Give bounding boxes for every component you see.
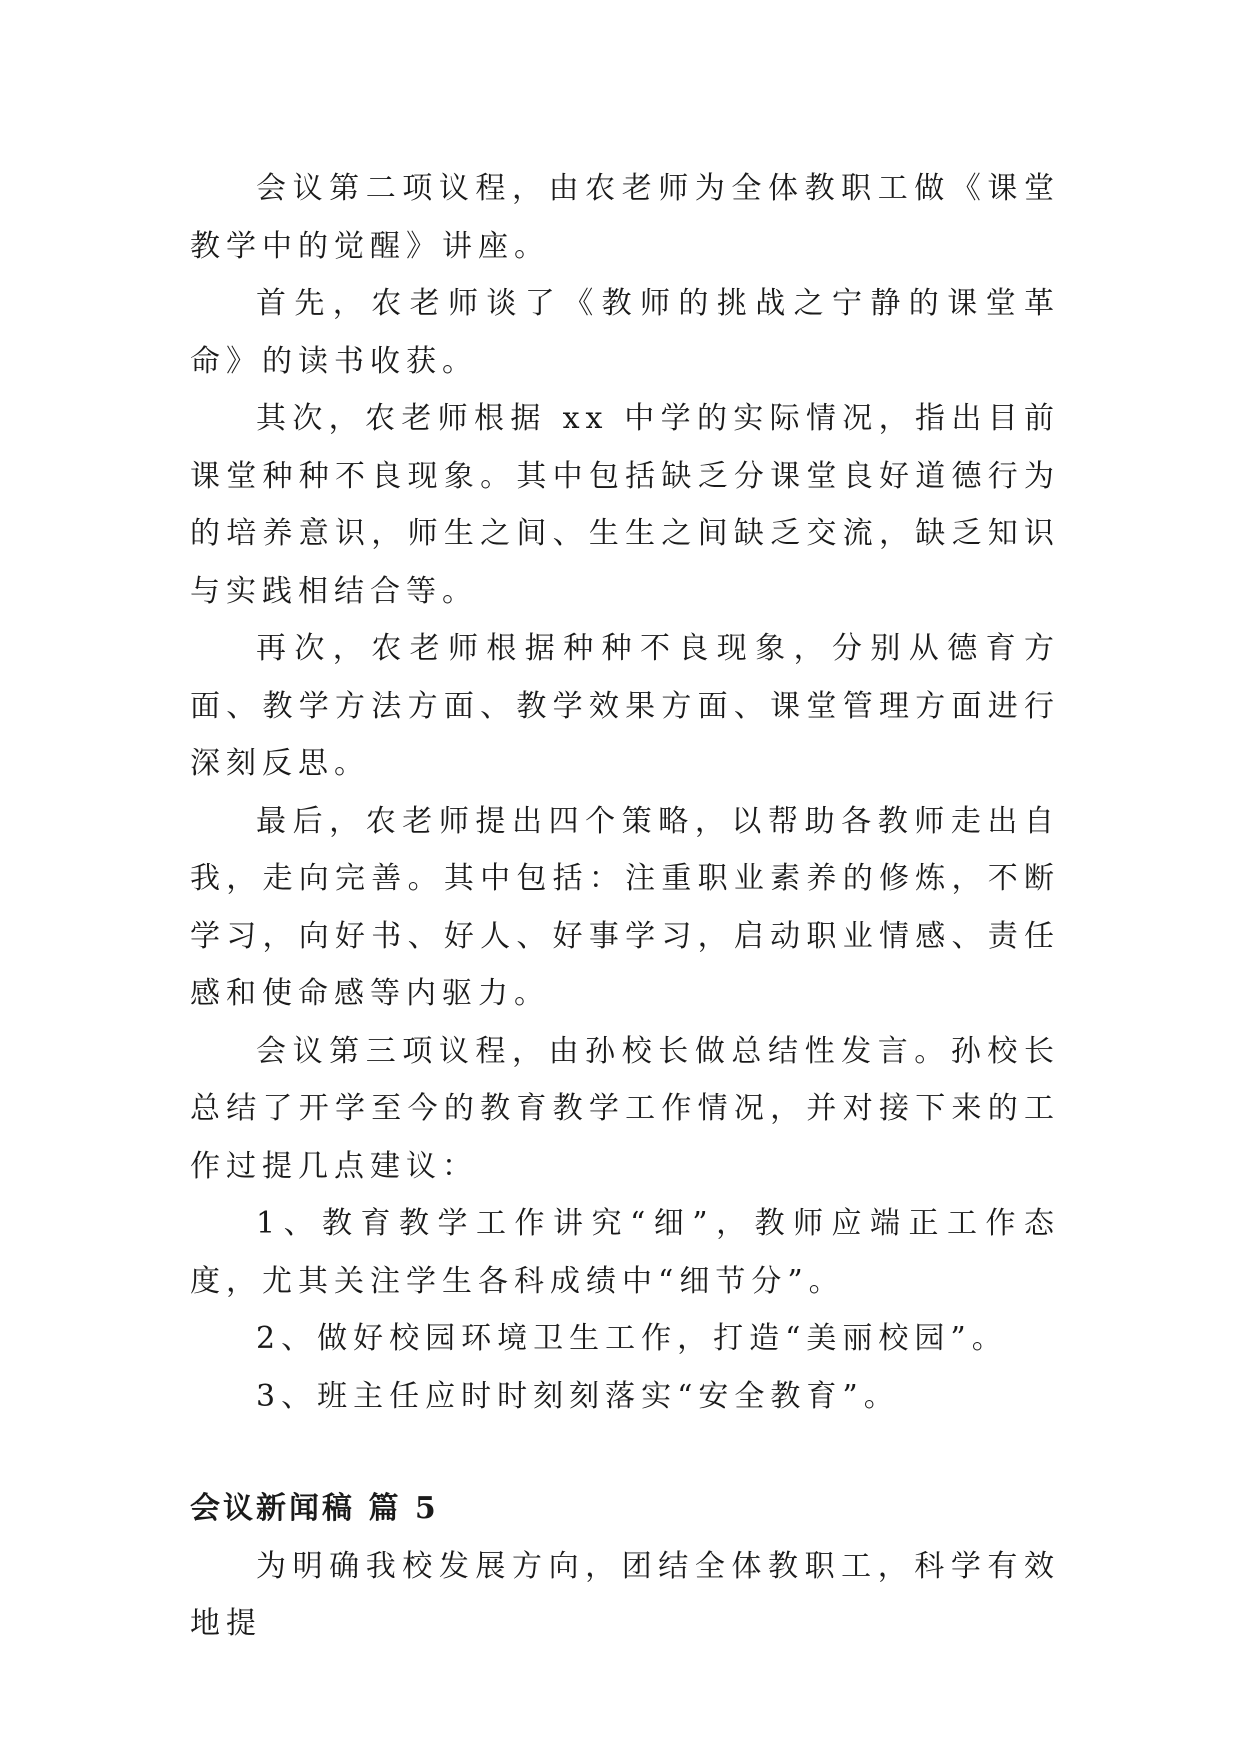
- list-item-3: 3、班主任应时时刻刻落实“安全教育”。: [256, 1378, 900, 1414]
- paragraph-section5-intro: 为明确我校发展方向，团结全体教职工，科学有效地提: [190, 1548, 1060, 1641]
- list-item-2: 2、做好校园环境卫生工作，打造“美丽校园”。: [256, 1321, 1008, 1356]
- paragraph-first: 首先，农老师谈了《教师的挑战之宁静的课堂革命》的读书收获。: [190, 286, 1060, 379]
- paragraph-agenda-three: 会议第三项议程，由孙校长做总结性发言。孙校长总结了开学至今的教育教学工作情况，并对接下来的工作过提几点建议：: [190, 1033, 1060, 1184]
- document-page: [190, 160, 1060, 1653]
- paragraph-second: 其次，农老师根据 xx 中学的实际情况，指出目前课堂种种不良现象。其中包括缺乏分课堂良好道德行为的培养意识，师生之间、生生之间缺乏交流，缺乏知识与实践相结合等。: [190, 401, 1060, 609]
- paragraph-third: 再次，农老师根据种种不良现象，分别从德育方面、教学方法方面、教学效果方面、课堂管理方面进行深刻反思。: [190, 631, 1060, 781]
- section-heading: 会议新闻稿 篇 5: [190, 1491, 439, 1526]
- paragraph-agenda-two: 会议第二项议程，由农老师为全体教职工做《课堂教学中的觉醒》讲座。: [190, 171, 1060, 264]
- list-item-1: 1、教育教学工作讲究“细”，教师应端正工作态度，尤其关注学生各科成绩中“细节分”。: [190, 1206, 1060, 1299]
- paragraph-finally: 最后，农老师提出四个策略，以帮助各教师走出自我，走向完善。其中包括：注重职业素养的修炼，不断学习，向好书、好人、好事学习，启动职业情感、责任感和使命感等内驱力。: [190, 803, 1060, 1011]
